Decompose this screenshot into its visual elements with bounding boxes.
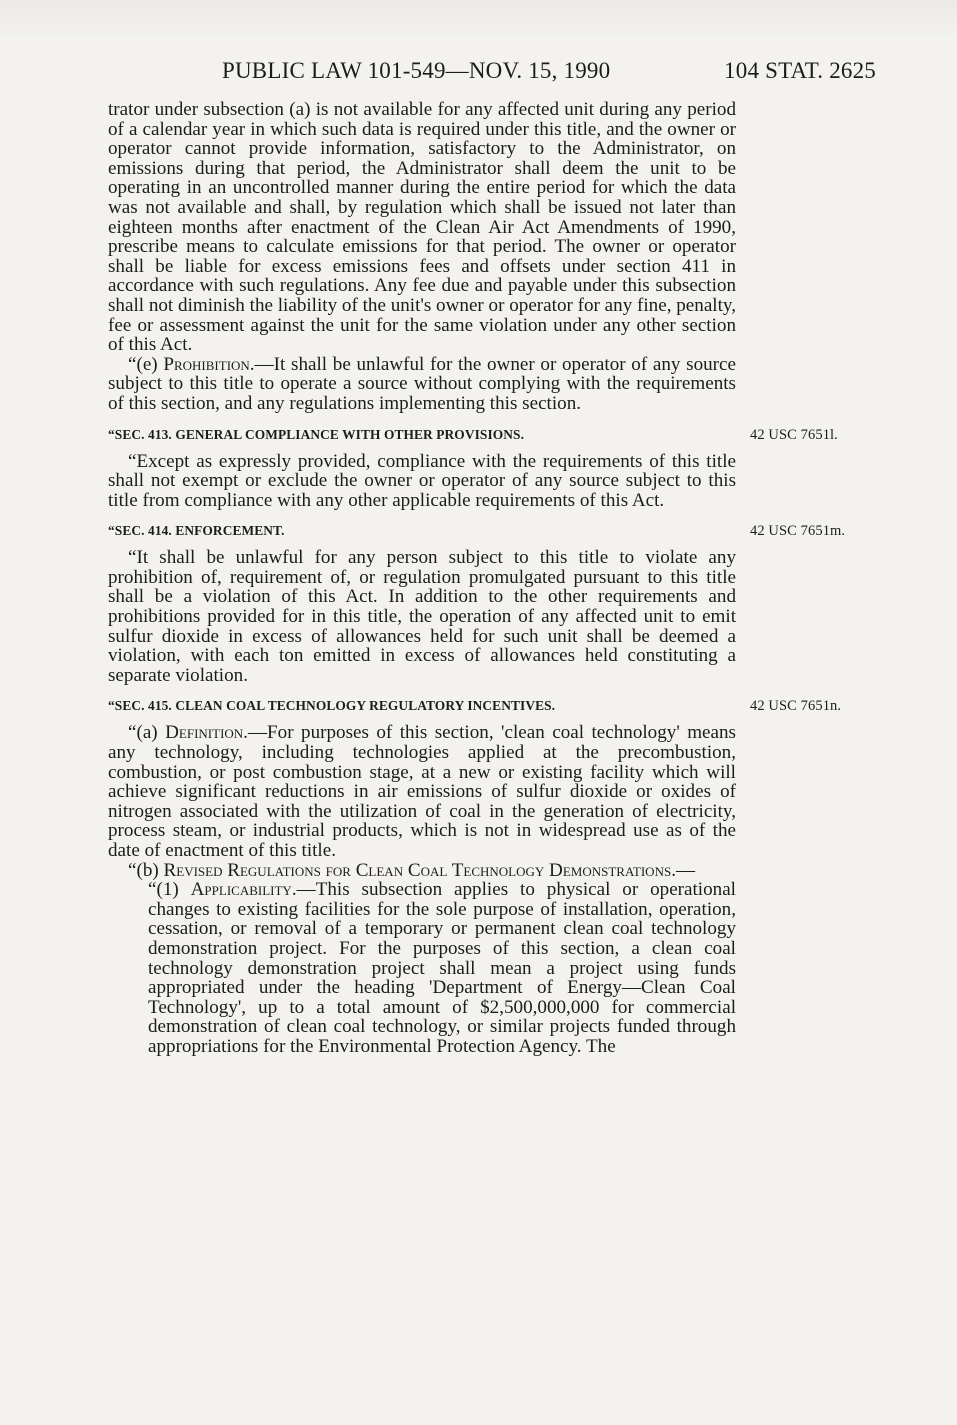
paragraph-continued: trator under subsection (a) is not available for any affected unit during any period of a calendar year in which such data is required under this title, and the owner or operator cannot provide information, satisfactory to the Administrator, on emissions during that period, the Administrator shall deem the unit to be operating in an uncontrolled manner during the entire period for which the data was not available and shall, by regulation which shall be issued not later than eighteen months after enactment of the Clean Air Act Amendments of 1990, prescribe means to calculate emissions for that period. The owner or operator shall be liable for excess emissions fees and offsets under section 411 in accordance with such regulations. Any fee due and payable under this subsection shall not diminish the liability of the unit's owner or operator for any fine, penalty, fee or assessment against the unit for the same violation under any other section of this Act.: [108, 99, 736, 356]
section-415-b1-text: —This subsection applies to physical or operational changes to existing facilities for the sole purpose of installation, operation, cessation, or removal of a temporary or permanent clean coal technology demonstration project. For the purposes of this section, a clean coal technology demonstration project shall mean a project using funds appropriated under the heading 'Department of Energy—Clean Coal Technology', up to a total amount of $2,500,000,000 for commercial demonstration of clean coal technology, or similar projects funded through appropriations for the Environmental Protection Agency. The: [148, 879, 736, 1057]
section-415-b1-lead: “(1): [148, 879, 191, 901]
section-414-heading: [108, 523, 846, 540]
section-415-usc-citation: 42 USC 7651n.: [750, 698, 842, 715]
section-414-text: “It shall be unlawful for any person subject to this title to violate any prohibition of, requirement of, or regulation promulgated pursuant to this title shall be a violation of this Act. In addition to the other requirements and prohibitions provided for in this title, the operation of any affected unit to emit sulfur dioxide in excess of allowances held for such unit shall be deemed a violation, with each ton emitted in excess of allowances held constituting a separate violation.: [108, 547, 736, 686]
section-413-text: “Except as expressly provided, compliance with the requirements of this title shall not exempt or exclude the owner or operator of any source subject to this title from compliance with any other applicable requirements of this Act.: [108, 450, 736, 511]
page-top-shading: [0, 0, 957, 40]
page-header: [222, 58, 876, 88]
section-415-b-heading: [108, 861, 736, 881]
section-415-b1-applicability: [108, 880, 736, 1056]
paragraph-e-caption: Prohibition.: [163, 353, 255, 375]
body-text-column: [108, 99, 846, 1057]
section-415-b-lead: “(b): [128, 859, 164, 881]
section-414-title: “SEC. 414. ENFORCEMENT.: [108, 523, 285, 539]
section-415-b-caption: Revised Regulations for Clean Coal Technology Demonstrations.: [163, 859, 676, 881]
paragraph-e-lead: “(e): [128, 353, 164, 375]
section-413-title: “SEC. 413. GENERAL COMPLIANCE WITH OTHER PROVISIONS.: [108, 426, 525, 442]
section-413-heading: [108, 426, 838, 443]
section-415-a-caption: Definition.: [165, 722, 248, 744]
section-413-usc-citation: 42 USC 7651l.: [750, 426, 838, 443]
running-head: PUBLIC LAW 101-549—NOV. 15, 1990: [222, 58, 611, 83]
section-415-b-dash: —: [675, 859, 696, 881]
paragraph-e-prohibition: [108, 355, 736, 414]
section-414-usc-citation: 42 USC 7651m.: [750, 523, 846, 540]
statute-page-number: 104 STAT. 2625: [724, 58, 876, 83]
section-415-b1-caption: Applicability.: [190, 879, 297, 901]
section-415-a-lead: “(a): [128, 722, 166, 744]
section-415-title: “SEC. 415. CLEAN COAL TECHNOLOGY REGULATORY INCENTIVES.: [108, 698, 556, 714]
paragraph-e-text: —It shall be unlawful for the owner or operator of any source subject to this title to operate a source without complying with the requirements of this section, and any regulations implementing this section.: [108, 353, 736, 414]
section-415-a-definition: [108, 723, 736, 860]
section-415-a-text: —For purposes of this section, 'clean coal technology' means any technology, including technologies applied at the precombustion, combustion, or post combustion stage, at a new or existing facility which will achieve significant reductions in air emissions of sulfur dioxide or oxides of nitrogen associated with the utilization of coal in the generation of electricity, process steam, or industrial products, which is not in widespread use as of the date of enactment of this title.: [108, 722, 736, 861]
section-415-heading: [108, 698, 842, 715]
